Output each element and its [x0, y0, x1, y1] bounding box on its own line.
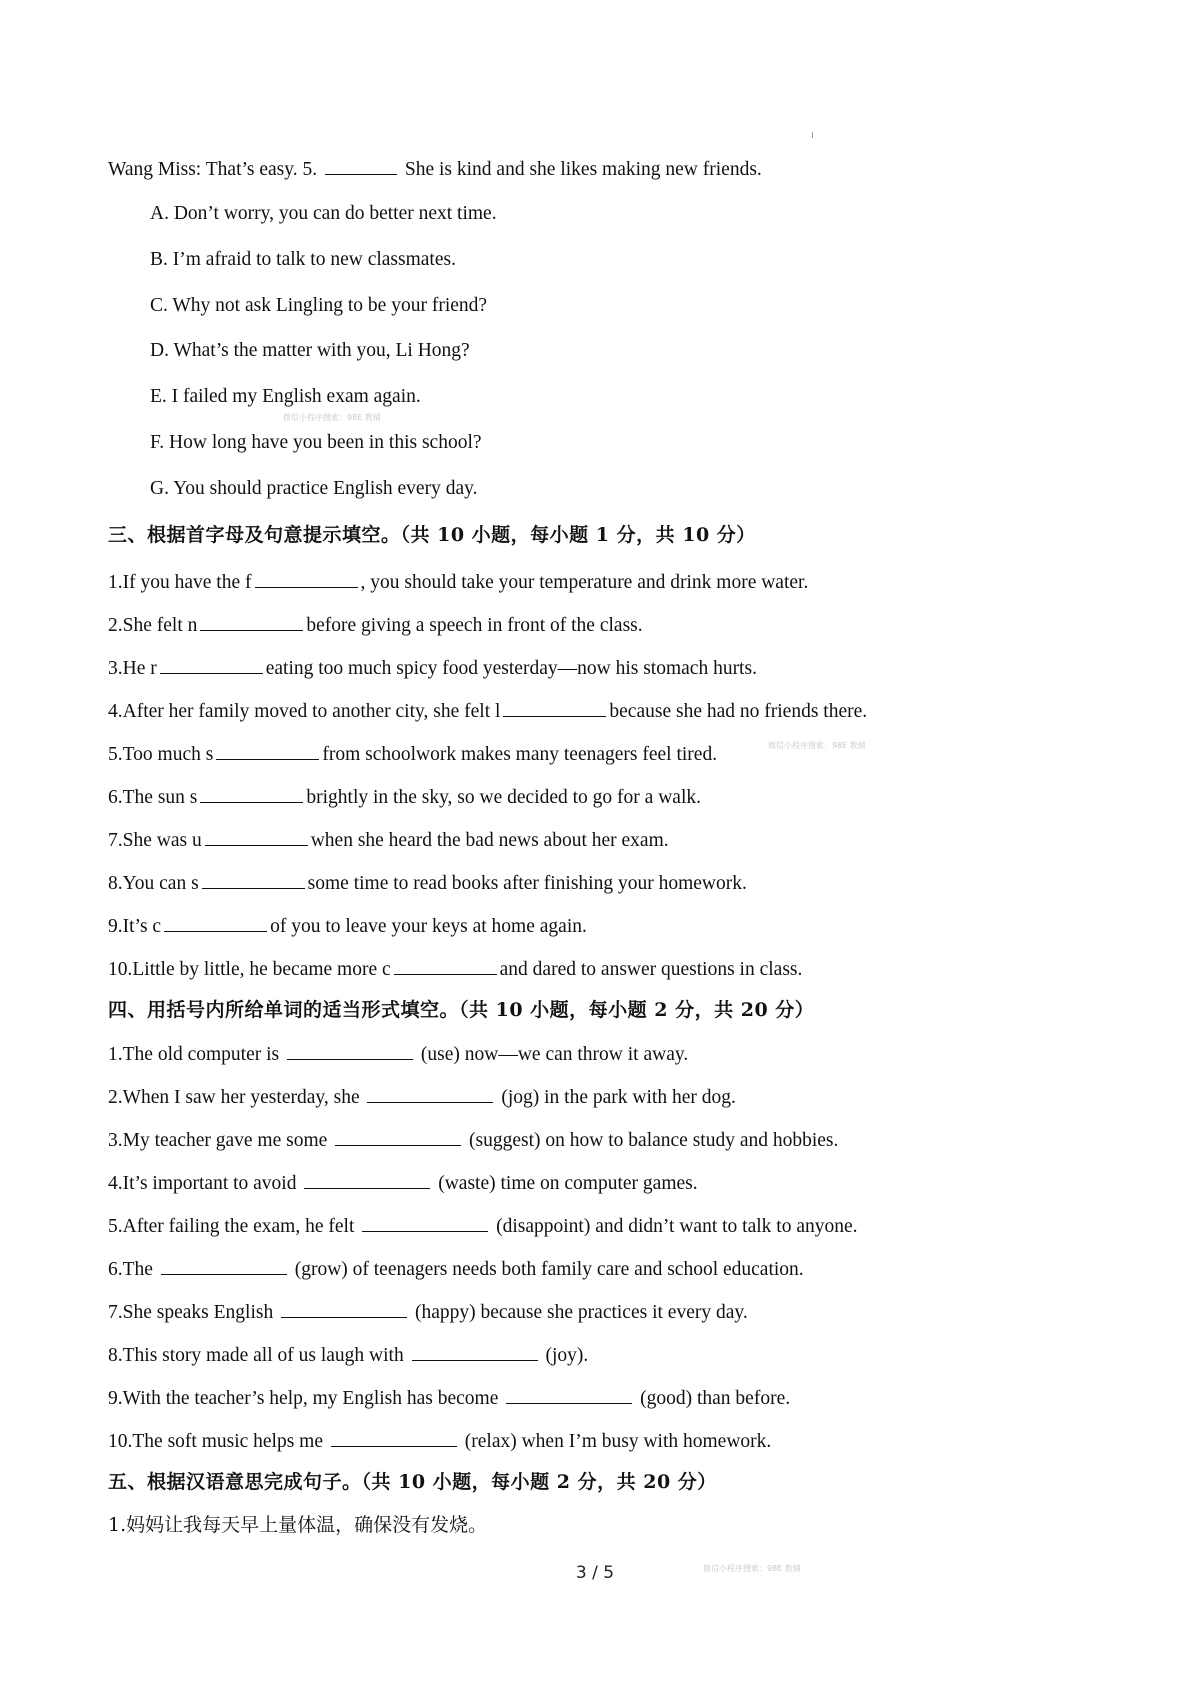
section-3-item	[108, 698, 867, 724]
item-text: 8.This story made all of us laugh with	[108, 1345, 404, 1366]
dialogue-rest: She is kind and she likes making new friends.	[404, 159, 762, 180]
option-e: E. I failed my English exam again.	[150, 386, 421, 407]
item-text: from schoolwork makes many teenagers feel tired.	[322, 744, 718, 765]
section-3-item	[108, 741, 717, 767]
answer-blank[interactable]	[367, 1084, 493, 1103]
section-3-item	[108, 913, 587, 939]
item-text: 6.The	[108, 1259, 153, 1280]
section-4-item	[108, 1428, 771, 1454]
item-text: and dared to answer questions in class.	[499, 959, 803, 980]
watermark: 微信小程序搜索：98E 教辅	[768, 741, 866, 750]
item-text: 10.Little by little, he became more c	[108, 959, 391, 980]
item-text: 3.He r	[108, 658, 157, 679]
answer-blank[interactable]	[205, 827, 308, 846]
answer-blank[interactable]	[325, 156, 397, 175]
section-4-item	[108, 1256, 804, 1282]
section-3-item	[108, 956, 802, 982]
answer-blank[interactable]	[304, 1170, 430, 1189]
answer-blank[interactable]	[503, 698, 606, 717]
answer-blank[interactable]	[506, 1385, 632, 1404]
item-text: 2.When I saw her yesterday, she	[108, 1087, 360, 1108]
answer-blank[interactable]	[161, 1256, 287, 1275]
item-text: (good) than before.	[640, 1388, 791, 1409]
section-3-item	[108, 784, 701, 810]
section-5-item: 1.妈妈让我每天早上量体温，确保没有发烧。	[108, 1514, 488, 1536]
item-text: 9.It’s c	[108, 916, 162, 937]
page-number: 3 / 5	[575, 1563, 615, 1583]
answer-blank[interactable]	[335, 1127, 461, 1146]
item-text: (waste) time on computer games.	[438, 1173, 698, 1194]
answer-blank[interactable]	[412, 1342, 538, 1361]
section-4-item	[108, 1170, 698, 1196]
item-text: because she had no friends there.	[609, 701, 868, 722]
answer-blank[interactable]	[394, 956, 497, 975]
item-text: , you should take your temperature and drink more water.	[360, 572, 809, 593]
item-text: 1.The old computer is	[108, 1044, 280, 1065]
item-text: (use) now—we can throw it away.	[420, 1044, 689, 1065]
item-text: eating too much spicy food yesterday—now his stomach hurts.	[265, 658, 757, 679]
section-4-heading: 四、用括号内所给单词的适当形式填空。（共 10 小题，每小题 2 分，共 20 分）	[108, 999, 815, 1021]
section-3-item	[108, 655, 757, 681]
answer-blank[interactable]	[200, 784, 303, 803]
item-text: of you to leave your keys at home again.	[270, 916, 587, 937]
item-text: 6.The sun s	[108, 787, 198, 808]
item-text: (suggest) on how to balance study and hobbies.	[469, 1130, 839, 1151]
section-4-item	[108, 1127, 838, 1153]
scan-mark	[812, 132, 813, 138]
section-3-item	[108, 612, 643, 638]
item-text: (grow) of teenagers needs both family care and school education.	[294, 1259, 804, 1280]
section-3-item	[108, 827, 669, 853]
item-text: 8.You can s	[108, 873, 199, 894]
section-4-item	[108, 1041, 688, 1067]
item-text: 7.She speaks English	[108, 1302, 274, 1323]
watermark: 微信小程序搜索：98E 教辅	[703, 1564, 801, 1573]
dialogue-line	[108, 156, 762, 182]
item-text: (jog) in the park with her dog.	[501, 1087, 736, 1108]
section-5-heading: 五、根据汉语意思完成句子。（共 10 小题，每小题 2 分，共 20 分）	[108, 1471, 717, 1493]
section-4-item	[108, 1213, 858, 1239]
answer-blank[interactable]	[164, 913, 267, 932]
dialogue-speaker: Wang Miss: That’s easy. 5.	[108, 159, 318, 180]
item-text: when she heard the bad news about her exam.	[310, 830, 669, 851]
watermark: 微信小程序搜索：98E 教辅	[283, 413, 381, 422]
answer-blank[interactable]	[281, 1299, 407, 1318]
answer-blank[interactable]	[331, 1428, 457, 1447]
option-b: B. I’m afraid to talk to new classmates.	[150, 249, 456, 270]
section-4-item	[108, 1084, 736, 1110]
item-text: 4.After her family moved to another city, she felt l	[108, 701, 501, 722]
item-text: 3.My teacher gave me some	[108, 1130, 328, 1151]
section-4-item	[108, 1342, 588, 1368]
item-text: 4.It’s important to avoid	[108, 1173, 297, 1194]
item-text: (relax) when I’m busy with homework.	[464, 1431, 772, 1452]
item-text: 5.After failing the exam, he felt	[108, 1216, 355, 1237]
option-g: G. You should practice English every day.	[150, 478, 478, 499]
answer-blank[interactable]	[200, 612, 303, 631]
section-3-item	[108, 569, 808, 595]
item-text: brightly in the sky, so we decided to go for a walk.	[306, 787, 701, 808]
option-f: F. How long have you been in this school?	[150, 432, 482, 453]
item-text: (joy).	[545, 1345, 589, 1366]
answer-blank[interactable]	[160, 655, 263, 674]
option-c: C. Why not ask Lingling to be your friend?	[150, 295, 488, 316]
item-text: 2.She felt n	[108, 615, 198, 636]
item-text: 7.She was u	[108, 830, 202, 851]
item-text: some time to read books after finishing your homework.	[307, 873, 747, 894]
option-d: D. What’s the matter with you, Li Hong?	[150, 340, 470, 361]
item-text: 10.The soft music helps me	[108, 1431, 324, 1452]
answer-blank[interactable]	[216, 741, 319, 760]
item-text: 1.If you have the f	[108, 572, 252, 593]
item-text: 5.Too much s	[108, 744, 214, 765]
answer-blank[interactable]	[255, 569, 358, 588]
item-text: (disappoint) and didn’t want to talk to anyone.	[496, 1216, 858, 1237]
item-text: (happy) because she practices it every day.	[414, 1302, 748, 1323]
answer-blank[interactable]	[202, 870, 305, 889]
item-text: 9.With the teacher’s help, my English has become	[108, 1388, 499, 1409]
section-3-heading: 三、根据首字母及句意提示填空。（共 10 小题，每小题 1 分，共 10 分）	[108, 524, 756, 546]
item-text: before giving a speech in front of the class.	[306, 615, 643, 636]
option-a: A. Don’t worry, you can do better next time.	[150, 203, 497, 224]
answer-blank[interactable]	[287, 1041, 413, 1060]
section-3-item	[108, 870, 747, 896]
section-4-item	[108, 1299, 748, 1325]
section-4-item	[108, 1385, 790, 1411]
answer-blank[interactable]	[362, 1213, 488, 1232]
